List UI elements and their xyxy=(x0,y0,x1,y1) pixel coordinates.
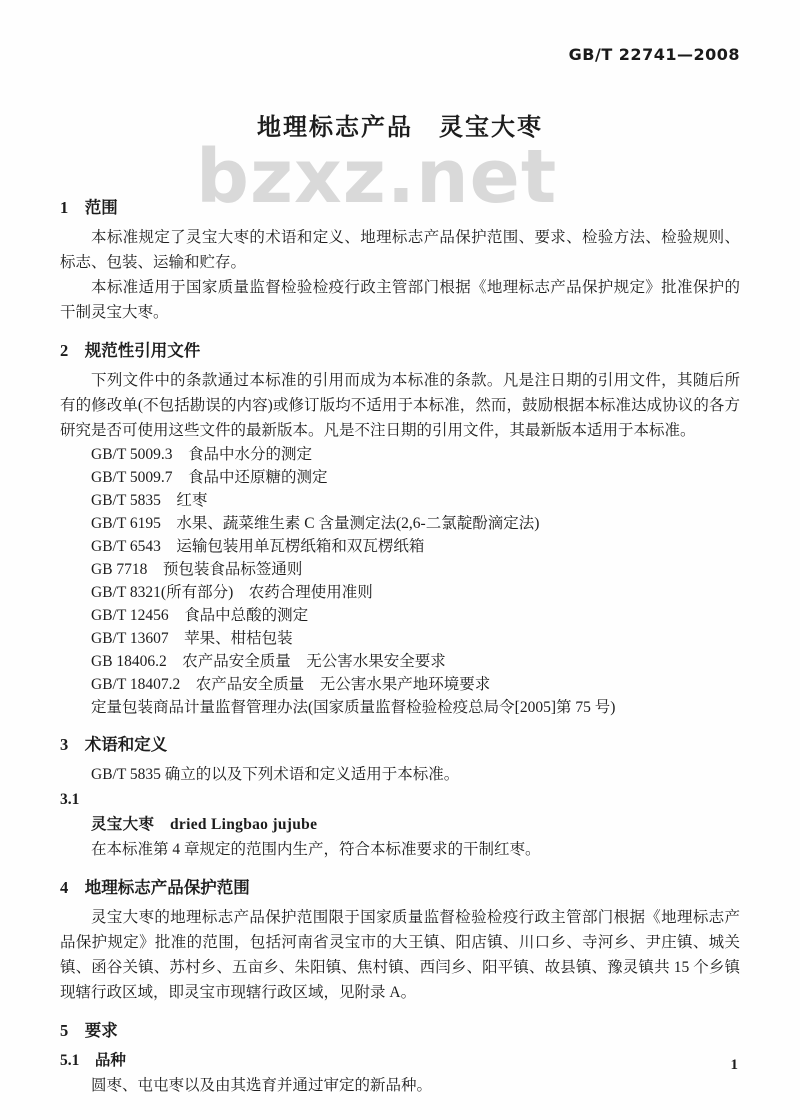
watermark-text: bzxz.net xyxy=(196,134,558,220)
standard-number: GB/T 22741—2008 xyxy=(568,45,740,64)
reference-item: GB/T 5835 红枣 xyxy=(91,492,208,509)
section-5-heading: 5 要求 xyxy=(60,1021,118,1040)
clause-3-1-number: 3.1 xyxy=(60,791,80,808)
reference-item: GB/T 12456 食品中总酸的测定 xyxy=(91,607,309,624)
reference-item: GB/T 13607 苹果、柑桔包装 xyxy=(91,630,293,647)
normative-reference-list xyxy=(60,443,740,719)
term-title: 灵宝大枣 dried Lingbao jujube xyxy=(91,816,318,833)
document-title: 地理标志产品 灵宝大枣 xyxy=(257,115,543,141)
reference-item: GB/T 6195 水果、蔬菜维生素 C 含量测定法(2,6-二氯靛酚滴定法) xyxy=(91,515,540,532)
section-4-heading: 4 地理标志产品保护范围 xyxy=(60,878,250,897)
reference-item: GB 18406.2 农产品安全质量 无公害水果安全要求 xyxy=(91,653,446,670)
section-1-paragraph-2: 本标准适用于国家质量监督检验检疫行政主管部门根据《地理标志产品保护规定》批准保护的干制灵宝大枣。 xyxy=(60,279,740,321)
section-3-heading: 3 术语和定义 xyxy=(60,735,168,754)
section-5-paragraph-1: 圆枣、屯屯枣以及由其选育并通过审定的新品种。 xyxy=(91,1077,433,1094)
clause-5-1-heading: 5.1 品种 xyxy=(60,1052,126,1069)
section-1-paragraph-1: 本标准规定了灵宝大枣的术语和定义、地理标志产品保护范围、要求、检验方法、检验规则、标志、包装、运输和贮存。 xyxy=(60,229,740,271)
reference-item: GB/T 8321(所有部分) 农药合理使用准则 xyxy=(91,584,373,601)
page-number: 1 xyxy=(730,1057,738,1073)
reference-item: GB/T 6543 运输包装用单瓦楞纸箱和双瓦楞纸箱 xyxy=(91,538,425,555)
reference-item: GB 7718 预包装食品标签通则 xyxy=(91,561,303,578)
section-4-paragraph-1: 灵宝大枣的地理标志产品保护范围限于国家质量监督检验检疫行政主管部门根据《地理标志产品保护规定》批准的范围，包括河南省灵宝市的大王镇、阳店镇、川口乡、寺河乡、尹庄镇、城关镇、函谷关镇、苏村乡、五亩乡、朱阳镇、焦村镇、西闫乡、阳平镇、故县镇、豫灵镇共 15 个乡镇现辖行政区域，即灵宝市现辖行政区域，见附录 A。 xyxy=(60,909,740,1001)
section-1-heading: 1 范围 xyxy=(60,198,118,217)
section-2-paragraph-1: 下列文件中的条款通过本标准的引用而成为本标准的条款。凡是注日期的引用文件，其随后所有的修改单(不包括勘误的内容)或修订版均不适用于本标准，然而，鼓励根据本标准达成协议的各方研究是否可使用这些文件的最新版本。凡是不注日期的引用文件，其最新版本适用于本标准。 xyxy=(60,372,740,439)
reference-item: GB/T 5009.3 食品中水分的测定 xyxy=(91,446,313,463)
reference-item: GB/T 18407.2 农产品安全质量 无公害水果产地环境要求 xyxy=(91,676,491,693)
section-3-paragraph-1: GB/T 5835 确立的以及下列术语和定义适用于本标准。 xyxy=(91,766,460,783)
section-2-heading: 2 规范性引用文件 xyxy=(60,341,201,360)
reference-item: GB/T 5009.7 食品中还原糖的测定 xyxy=(91,469,328,486)
term-definition: 在本标准第 4 章规定的范围内生产，符合本标准要求的干制红枣。 xyxy=(91,841,541,858)
reference-item: 定量包装商品计量监督管理办法(国家质量监督检验检疫总局令[2005]第 75 号) xyxy=(91,699,616,716)
